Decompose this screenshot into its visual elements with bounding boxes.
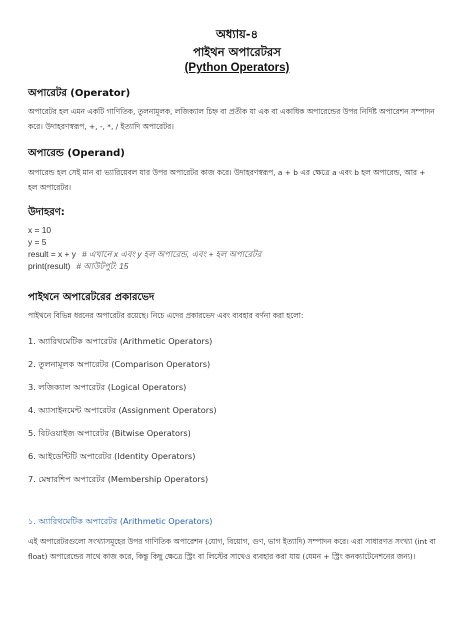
operand-line-2: হল অপারেটর। (28, 183, 72, 192)
list-item: 1. অ্যারিথমেটিক অপারেটর (Arithmetic Operators) (28, 336, 213, 346)
operator-line-1: অপারেটর হল এমন একটি গাণিতিক, তুলনামূলক, লজিক্যাল চিহ্ন বা প্রতীক যা এক বা একাধিক অপারেন্ডের উপর নির্দিষ্ট অপারেশন সম্পাদন (28, 107, 435, 116)
list-item: 5. বিটওয়াইজ অপারেটর (Bitwise Operators) (28, 428, 191, 438)
list-item: 4. অ্যাসাইনমেন্ট অপারেটর (Assignment Operators) (28, 405, 217, 415)
operand-heading: অপারেন্ড (Operand) (28, 148, 125, 159)
list-item: 2. তুলনামূলক অপারেটর (Comparison Operators) (28, 359, 211, 369)
page-title-bn: পাইথন অপারেটরস (193, 45, 281, 59)
example-heading: উদাহরণ: (28, 207, 65, 218)
list-item: 6. আইডেন্টিটি অপারেটর (Identity Operators) (28, 451, 196, 461)
operator-heading: অপারেটর (Operator) (28, 88, 131, 99)
list-item: 7. মেম্বারশিপ অপারেটর (Membership Operators) (28, 474, 209, 484)
types-heading: পাইথনে অপারেটরের প্রকারভেদ (28, 292, 155, 303)
code-example (28, 224, 261, 272)
arithmetic-description (28, 534, 448, 564)
chapter-label: অধ্যায়-৪ (215, 27, 259, 41)
arithmetic-line-1: এই অপারেটরগুলো সংখ্যাসমূহের উপর গাণিতিক অপারেশন (যোগ, বিয়োগ, গুণ, ভাগ ইত্যাদি) সম্পাদন করে। এরা সাধারণত সংখ্যা (int বা (28, 537, 436, 546)
operand-definition (28, 165, 448, 195)
list-item: 3. লজিক্যাল অপারেটর (Logical Operators) (28, 382, 187, 392)
arithmetic-line-2: float) অপারেন্ডের সাথে কাজ করে, কিন্তু কিছু ক্ষেত্রে স্ট্রিং বা লিস্টের সাথেও ব্যবহার করা যায় (যেমন + স্ট্রিং কনক্যাটেনেশনের জন্য)। (28, 552, 416, 561)
page-title-en: (Python Operators) (184, 62, 290, 74)
code-comment: # আউটপুট: 15 (76, 261, 129, 271)
operator-line-2: করে। উদাহরণস্বরূপ, +, -, *, / ইত্যাদি অপারেটর। (28, 122, 174, 131)
code-line: x = 10 (28, 225, 52, 235)
code-line: result = x + y # এখানে x এবং y হল অপারেন্ড, এবং + হল অপারেটর (28, 249, 262, 259)
code-line: y = 5 (28, 237, 47, 247)
types-intro: পাইথনে বিভিন্ন ধরনের অপারেটর রয়েছে। নিচে এদের প্রকারভেদ এবং ব্যবহার বর্ণনা করা হলো: (28, 311, 304, 320)
operand-line-1: অপারেন্ড হল সেই মান বা ভ্যারিয়েবল যার উপর অপারেটর কাজ করে। উদাহরণস্বরূপ, a + b এর ক্ষেত্রে a এবং b হল অপারেন্ড, আর + (28, 168, 426, 177)
arithmetic-heading: ১. অ্যারিথমেটিক অপারেটর (Arithmetic Operators) (28, 516, 213, 526)
operator-definition (28, 104, 448, 134)
code-line: print(result) # আউটপুট: 15 (28, 261, 129, 271)
code-comment: # এখানে x এবং y হল অপারেন্ড, এবং + হল অপারেটর (81, 249, 262, 259)
